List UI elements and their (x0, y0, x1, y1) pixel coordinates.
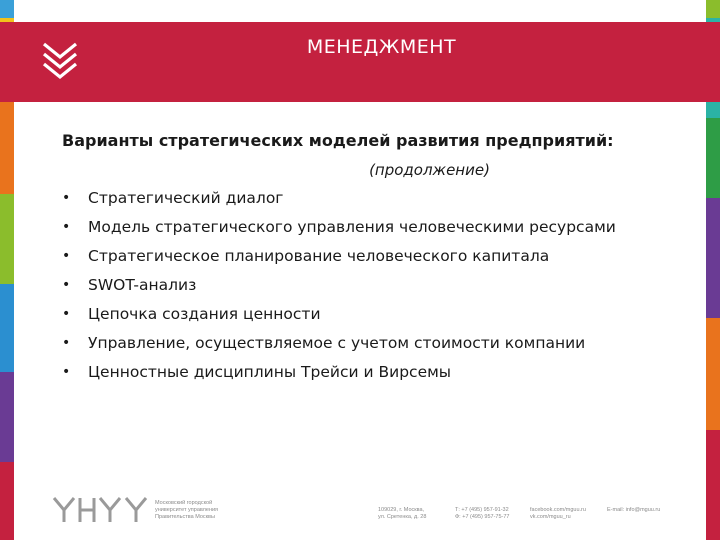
bullet-icon: • (62, 277, 71, 293)
vk-link[interactable]: vk.com/mguu_ru (530, 514, 571, 520)
university-name (155, 500, 218, 521)
address-line: ул. Сретенка, д. 28 (378, 514, 427, 520)
bullet-text: Ценностные дисциплины Трейси и Вирсемы (88, 363, 452, 381)
bullet-icon: • (62, 248, 71, 264)
bullet-text: Стратегическое планирование человеческого капитала (88, 247, 550, 265)
content-heading: Варианты стратегических моделей развития предприятий: (62, 131, 614, 150)
bullet-list (62, 184, 672, 387)
slide-content (62, 130, 672, 387)
bullet-icon: • (62, 364, 71, 380)
bullet-text: Управление, осуществляемое с учетом стоимости компании (88, 334, 586, 352)
bullet-text: SWOT-анализ (88, 276, 197, 294)
bullet-icon: • (62, 190, 71, 206)
university-logo (52, 496, 148, 524)
bullet-text: Цепочка создания ценности (88, 305, 321, 323)
page-title: МЕНЕДЖМЕНТ (306, 36, 457, 58)
footer-social (530, 507, 586, 521)
footer-email[interactable]: E-mail: info@mguu.ru (607, 507, 661, 513)
footer-phones (455, 507, 509, 521)
bullet-icon: • (62, 306, 71, 322)
bullet-text: Стратегический диалог (88, 189, 284, 207)
address-line: 109029, г. Москва, (378, 507, 425, 513)
bullet-icon: • (62, 335, 71, 351)
header-banner (0, 22, 720, 102)
bullet-item (62, 329, 672, 358)
university-name-line: Московский городской (155, 500, 213, 506)
university-name-line: Правительства Москвы (155, 514, 215, 520)
bullet-item (62, 213, 672, 242)
university-name-line: университет управления (155, 507, 219, 513)
content-subheading: (продолжение) (369, 161, 490, 179)
phone-line: Т: +7 (495) 957-91-32 (455, 507, 509, 513)
bullet-item (62, 184, 672, 213)
bullet-item (62, 271, 672, 300)
bullet-text: Модель стратегического управления человеческими ресурсами (88, 218, 616, 236)
phone-line: Ф: +7 (495) 957-75-77 (455, 514, 510, 520)
facebook-link[interactable]: facebook.com/mguu.ru (530, 507, 586, 513)
footer-address (378, 507, 426, 521)
bullet-item (62, 300, 672, 329)
bullet-item (62, 242, 672, 271)
bullet-item (62, 358, 672, 387)
bullet-icon: • (62, 219, 71, 235)
